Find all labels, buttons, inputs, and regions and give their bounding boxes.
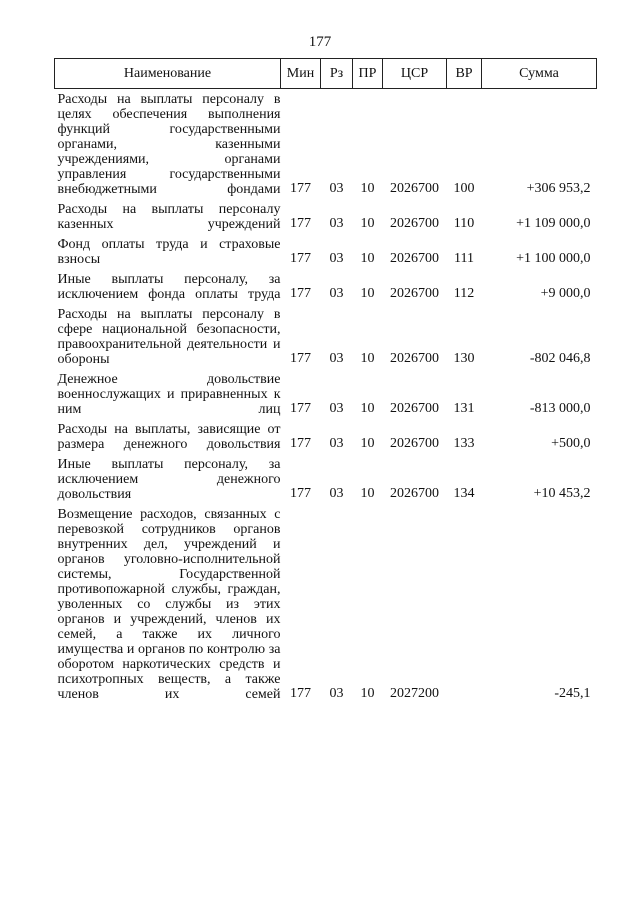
row-vr: 100 bbox=[453, 181, 475, 196]
row-min: 177 bbox=[290, 401, 311, 416]
row-csr: 2026700 bbox=[390, 286, 439, 301]
row-min: 177 bbox=[290, 286, 311, 301]
row-sum: +1 100 000,0 bbox=[516, 251, 591, 266]
row-min: 177 bbox=[290, 436, 311, 451]
row-min: 177 bbox=[290, 251, 311, 266]
row-csr: 2026700 bbox=[390, 251, 439, 266]
row-rz: 03 bbox=[329, 436, 344, 451]
row-pr: 10 bbox=[360, 401, 375, 416]
row-csr: 2026700 bbox=[390, 436, 439, 451]
row-pr: 10 bbox=[360, 351, 375, 366]
row-name: Расходы на выплаты персоналу в сфере национальной безопасности, правоохранительной деятельности и обороны bbox=[57, 307, 281, 367]
table-header-row bbox=[55, 59, 597, 89]
row-csr: 2026700 bbox=[390, 486, 439, 501]
row-csr: 2027200 bbox=[390, 686, 439, 701]
row-sum: +9 000,0 bbox=[540, 286, 591, 301]
row-rz: 03 bbox=[329, 486, 344, 501]
row-pr: 10 bbox=[360, 286, 375, 301]
table-row bbox=[55, 419, 597, 454]
table-row bbox=[55, 369, 597, 419]
row-rz: 03 bbox=[329, 401, 344, 416]
table-row bbox=[55, 454, 597, 504]
row-vr: 110 bbox=[453, 216, 475, 231]
row-vr: 134 bbox=[453, 486, 475, 501]
table-row bbox=[55, 89, 597, 200]
row-name: Иные выплаты персоналу, за исключением фонда оплаты труда bbox=[57, 272, 281, 302]
page-number: 177 bbox=[308, 34, 332, 50]
row-pr: 10 bbox=[360, 686, 375, 701]
row-vr: 111 bbox=[454, 251, 474, 266]
header-name: Наименование bbox=[55, 59, 281, 89]
row-min: 177 bbox=[290, 351, 311, 366]
budget-table bbox=[54, 58, 597, 704]
row-vr: 133 bbox=[453, 436, 475, 451]
row-name: Денежное довольствие военнослужащих и приравненных к ним лиц bbox=[57, 372, 281, 417]
row-csr: 2026700 bbox=[390, 216, 439, 231]
row-csr: 2026700 bbox=[390, 181, 439, 196]
row-vr bbox=[447, 504, 482, 704]
row-vr: 130 bbox=[453, 351, 475, 366]
row-min: 177 bbox=[290, 216, 311, 231]
row-rz: 03 bbox=[329, 286, 344, 301]
row-sum: -245,1 bbox=[554, 686, 591, 701]
table-row bbox=[55, 304, 597, 369]
row-sum: +1 109 000,0 bbox=[516, 216, 591, 231]
row-sum: -802 046,8 bbox=[529, 351, 591, 366]
header-sum: Сумма bbox=[482, 59, 597, 89]
table-row bbox=[55, 504, 597, 704]
row-min: 177 bbox=[290, 686, 311, 701]
header-vr: ВР bbox=[447, 59, 482, 89]
row-csr: 2026700 bbox=[390, 401, 439, 416]
row-min: 177 bbox=[290, 486, 311, 501]
row-name: Расходы на выплаты персоналу казенных учреждений bbox=[57, 202, 281, 232]
header-rz: Рз bbox=[321, 59, 353, 89]
row-rz: 03 bbox=[329, 181, 344, 196]
row-rz: 03 bbox=[329, 686, 344, 701]
row-pr: 10 bbox=[360, 181, 375, 196]
row-name: Расходы на выплаты, зависящие от размера денежного довольствия bbox=[57, 422, 281, 452]
header-pr: ПР bbox=[353, 59, 383, 89]
row-rz: 03 bbox=[329, 251, 344, 266]
row-vr: 112 bbox=[453, 286, 475, 301]
row-pr: 10 bbox=[360, 486, 375, 501]
row-name: Фонд оплаты труда и страховые взносы bbox=[57, 237, 281, 267]
table-row bbox=[55, 199, 597, 234]
row-sum: +500,0 bbox=[551, 436, 591, 451]
row-rz: 03 bbox=[329, 216, 344, 231]
header-csr: ЦСР bbox=[383, 59, 447, 89]
row-name: Расходы на выплаты персоналу в целях обеспечения выполнения функций государственными органами, казенными учреждениями, органами управления государственными внебюджетными фондами bbox=[57, 92, 281, 197]
row-rz: 03 bbox=[329, 351, 344, 366]
header-min: Мин bbox=[281, 59, 321, 89]
row-vr: 131 bbox=[453, 401, 475, 416]
row-name: Иные выплаты персоналу, за исключением денежного довольствия bbox=[57, 457, 281, 502]
row-min: 177 bbox=[290, 181, 311, 196]
row-pr: 10 bbox=[360, 251, 375, 266]
row-name: Возмещение расходов, связанных с перевозкой сотрудников органов внутренних дел, учреждений и органов уголовно-исполнительной системы, Государственной противопожарной службы, граждан, уволенных со службы из этих органов и учреждений, членов их семей, а также их личного имущества и органов по контролю за оборотом наркотических средств и психотропных веществ, а также членов их семей bbox=[57, 507, 281, 702]
row-csr: 2026700 bbox=[390, 351, 439, 366]
table-row bbox=[55, 269, 597, 304]
table-row bbox=[55, 234, 597, 269]
row-pr: 10 bbox=[360, 216, 375, 231]
row-sum: -813 000,0 bbox=[529, 401, 591, 416]
row-sum: +10 453,2 bbox=[533, 486, 591, 501]
row-sum: +306 953,2 bbox=[526, 181, 591, 196]
row-pr: 10 bbox=[360, 436, 375, 451]
